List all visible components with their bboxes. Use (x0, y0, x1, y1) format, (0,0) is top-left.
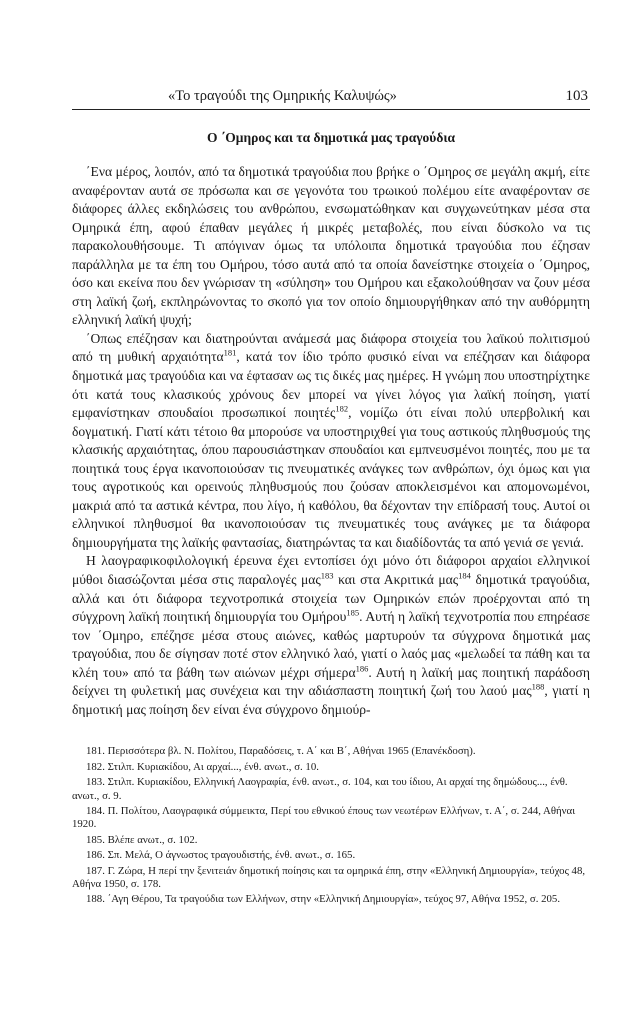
footnote-ref: 182 (335, 403, 349, 414)
footnote: 187. Γ. Ζώρα, Η περί την ξενιτειάν δημοτική ποίησις και τα ομηρικά έπη, στην «Ελληνική Δημιουργία», τεύχος 48, Αθήνα 1950, σ. 178. (72, 864, 586, 891)
paragraph (72, 330, 590, 553)
footnote: 181. Περισσότερα βλ. Ν. Πολίτου, Παραδόσεις, τ. Α΄ και Β΄, Αθήναι 1965 (Επανέκδοση). (86, 745, 476, 758)
footnote: 185. Βλέπε ανωτ., σ. 102. (86, 833, 198, 846)
body-text (72, 163, 590, 719)
footnote-ref: 181 (223, 347, 237, 358)
paragraph-text: . Αυτή η λαϊκή τεχνοτροπία που επηρέασε τον ΄Ομηρο, επέζησε μέσα στους αιώνες, καθώς μαρτυρούν τα σύγχρονα δημοτικά μας τραγούδια, που δε σίγησαν ποτέ στον ελληνικό λαό, γιατί ο λαός μας «μελωδεί τα πάθη και τα κλέη του» από τα βάθη των αιώνων μέχρι σήμερα (72, 609, 590, 680)
paragraph-text: . Αυτή η λαϊκή μας ποιητική παράδοση δείχνει τη φυλετική μας συνέχεια και την αδιάσπαστη ποιητική ζωή του λαού μας (72, 664, 590, 699)
footnotes (72, 745, 590, 906)
footnote-ref: 183 (320, 570, 334, 581)
paragraph-text: ΄Οπως επέζησαν και διατηρούνται ανάμεσά μας διάφορα στοιχεία του λαϊκού πολιτισμού από τη μυθική αρχαιότητα (72, 330, 590, 365)
paragraph-text: , νομίζω ότι είναι πολύ υπερβολική και δογματική. Γιατί κάτι τέτοιο θα μπορούσε να υποστηριχθεί για τους αστικούς πληθυσμούς της κλασικής αρχαιότητας, όπου παρουσιάστηκαν σπουδαίοι και εμπνευσμένοι ποιητές, που με τα ποιητικά τους έργα ικανοποιούσαν τις πνευματικές ανάγκες των ανθρώπων, όχι όμως και για τους αγροτικούς και ορεινούς πληθυσμούς που ζούσαν αποκλεισμένοι και απομονωμένοι, μακριά από τα αστικά κέντρα, που λίγο, ή καθόλου, θα δέχονταν την επίδρασή τους. Αυτοί οι ελληνικοί πληθυσμοί θα ικανοποιούσαν τις πνευματικές τους ανάγκες με τα διάφορα δημιουργήματα της λαϊκής φαντασίας, διατηρώντας τα και διαδίδοντάς τα από γενιά σε γενιά. (72, 405, 590, 550)
footnote: 182. Στιλπ. Κυριακίδου, Αι αρχαί..., ένθ. ανωτ., σ. 10. (86, 760, 319, 773)
footnote: 186. Σπ. Μελά, Ο άγνωστος τραγουδιστής, ένθ. ανωτ., σ. 165. (86, 849, 356, 862)
footnote-ref: 188 (531, 681, 545, 692)
footnote-ref: 185 (346, 607, 360, 618)
page-number: 103 (565, 88, 588, 104)
paragraph (72, 163, 590, 330)
running-title: «Το τραγούδι της Ομηρικής Καλυψώς» (168, 88, 397, 104)
paragraph-text: , κατά τον ίδιο τρόπο φυσικό είναι να επέζησαν και διάφορα δημοτικά μας τραγούδια και να έφτασαν ως τις δικές μας ημέρες. Η γνώμη που υποστηρίχτηκε ότι κατά τους κλασικούς χρόνους δεν μπορεί να γίνει λόγος για λαϊκή ποίηση, γιατί εμφανίστηκαν σπουδαίοι προσωπικοί ποιητές (72, 349, 590, 421)
paragraph-text: Η λαογραφικοφιλολογική έρευνα έχει εντοπίσει όχι μόνο ότι διάφοροι αρχαίοι ελληνικοί μύθοι διασώζονται μέσα στις παραλογές μας (72, 553, 590, 588)
paragraph (72, 552, 590, 719)
paragraph-text: δημοτικά τραγούδια, αλλά και ότι διάφορα τεχνοτροπικά στοιχεία των Ομηρικών επών προέρχονται από τη σύγχρονη λαϊκή ποιητική δημιουργία του Ομήρου (72, 572, 591, 625)
footnote-ref: 186 (355, 663, 369, 674)
footnote: 183. Στιλπ. Κυριακίδου, Ελληνική Λαογραφία, ένθ. ανωτ., σ. 104, και του ίδιου, Αι αρχαί της δημώδους..., ένθ. ανωτ., σ. 9. (72, 776, 568, 802)
paragraph-text: και στα Ακριτικά μας (333, 572, 459, 588)
book-page (72, 88, 590, 909)
paragraph-text: , γιατί η δημοτική μας ποίηση δεν είναι ένα σύγχρονο δημιούρ- (72, 683, 590, 717)
footnote-ref: 184 (458, 570, 471, 581)
paragraph-text: ΄Ενα μέρος, λοιπόν, από τα δημοτικά τραγούδια που βρήκε ο ΄Ομηρος σε μεγάλη ακμή, είτε αναφέρονταν αυτά σε πρόσωπα και σε γεγονότα του τρωικού πολέμου είτε αναφέρονταν σε διάφορες άλλες εκδηλώσεις του ανθρώπου, ενσωματώθηκαν και συγχωνεύτηκαν μέσα στα Ομηρικά έπη, αφού έπαθαν μεγάλες ή μικρές μεταβολές, που είναι δύσκολο να τις παρακολουθήσουμε. Τι απόγιναν όμως τα υπόλοιπα δημοτικά τραγούδια που έζησαν παράλληλα με τα έπη του Ομήρου, τόσο αυτά από τα οποία δανείστηκε στοιχεία ο ΄Ομηρος, όσο και εκείνα που δεν γνώρισαν τη «σύληση» του Ομήρου και εξακολούθησαν να ζουν μέσα στη λαϊκή ζωή, εκπληρώνοντας το σκοπό για τον οποίο δημιουργήθηκαν από την αυθόρμητη ελληνική λαϊκή ψυχή; (72, 164, 590, 328)
footnote: 188. ΄Αγη Θέρου, Τα τραγούδια των Ελλήνων, στην «Ελληνική Δημιουργία», τεύχος 97, Αθήνα 1952, σ. 205. (86, 893, 561, 906)
running-header (72, 88, 590, 110)
section-title: Ο ΄Ομηρος και τα δημοτικά μας τραγούδια (206, 130, 456, 145)
footnote: 184. Π. Πολίτου, Λαογραφικά σύμμεικτα, Περί του εθνικού έπους των νεωτέρων Ελλήνων, τ. Α΄, σ. 244, Αθήναι 1920. (72, 805, 576, 831)
